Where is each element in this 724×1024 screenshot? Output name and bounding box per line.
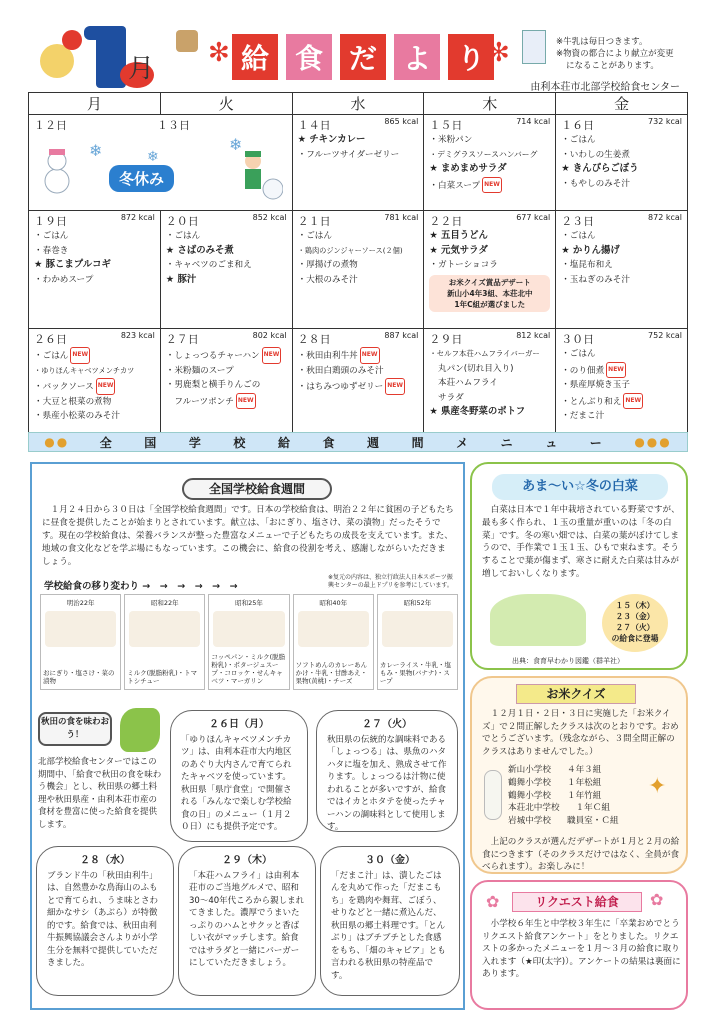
school-name: 岩城中学校 — [508, 816, 551, 827]
note-title: ２６日（月） — [209, 719, 269, 730]
hakusai-dates-badge — [602, 594, 668, 652]
badge-line: １５（木） — [615, 601, 655, 610]
note-line: お米クイズ賞品デザート — [448, 277, 531, 287]
kcal-label: 887 kcal — [384, 331, 419, 340]
note-26 — [170, 710, 308, 842]
weekday-wed: 水 — [292, 93, 424, 115]
class-name: 職員室・Ｃ組 — [566, 816, 619, 827]
kcal-label: 732 kcal — [648, 117, 682, 126]
month-unit: 月 — [128, 54, 155, 84]
banner-char: ニ — [500, 435, 515, 450]
date-label: ２８日 — [297, 333, 331, 346]
new-badge: NEW — [385, 378, 405, 395]
hakusai-text: 白菜は日本で１年中栽培されている野菜ですが、最も多く作られ、１玉の重量が重いのは「冬の白菜」です。冬の寒い畑では、白菜の葉がぼけてしまうので、手作業で１玉１玉、ひもで束ねます。そうすることで葉が傷まず、寒さに耐えた白菜は甘みが増しておいしくなります。 — [482, 505, 680, 579]
quiz-title: お米クイズ — [516, 684, 636, 704]
school-lunch-week-banner — [28, 432, 688, 452]
page-title — [232, 34, 494, 80]
era-desc: ミルク(脱脂粉乳)・トマトシチュー — [127, 669, 198, 685]
kcal-label: 872 kcal — [120, 213, 155, 222]
menu-item: ・ごはん — [165, 231, 201, 241]
tray-image — [45, 611, 116, 647]
note-line: ※牛乳は毎日つきます。 — [556, 37, 648, 47]
class-row — [508, 790, 619, 803]
hakusai-panel — [470, 462, 688, 670]
menu-item: ・大豆と根菜の煮物 — [34, 396, 112, 407]
banner-char: 全 — [99, 435, 114, 450]
menu-item: ・もやしのみそ汁 — [561, 178, 630, 189]
snowflake-icon: ❄ — [89, 141, 103, 160]
class-name: １年Ｃ組 — [575, 803, 610, 814]
weekday-header — [29, 93, 688, 115]
tray-image — [213, 611, 284, 647]
note-text: 「だまこ汁」は、潰したごはんを丸めて作った「だまこもち」を鶏肉や舞茸、ごぼう、せりなどと一緒に煮込んだ、秋田県の郷土料理です。「とんぶり」はブチブチとした食感をもち、「畑のキャビア」とも言われる秋田県の特産品です。 — [331, 870, 446, 981]
day-cell — [292, 115, 424, 211]
tray-image — [298, 611, 369, 647]
rice-quiz-panel — [470, 676, 688, 874]
menu-item: ・白菜スープ — [429, 180, 481, 191]
weekday-tue: 火 — [160, 93, 292, 115]
flower-icon: ✻ — [208, 38, 230, 68]
badge-line: の給食に登場 — [611, 634, 659, 643]
new-badge: NEW — [236, 393, 256, 410]
confetti-icon: ✦ — [648, 774, 667, 799]
note-28 — [36, 846, 174, 996]
menu-item: ・しょっつるチャーハン — [165, 350, 260, 361]
class-name: １年竹組 — [566, 790, 602, 801]
menu-item: ・ごはん — [561, 349, 596, 359]
day-cell — [29, 211, 161, 329]
week-row — [29, 329, 688, 439]
note-27 — [316, 710, 458, 832]
menu-item: ★ きんぴらごぼう — [561, 163, 639, 175]
menu-item: ・だまこ汁 — [561, 411, 605, 422]
date-label: ２７日 — [165, 333, 199, 346]
menu-item: ・ごはん — [297, 231, 332, 241]
history-title: 学校給食の移り変わり → → → → → → — [44, 581, 238, 592]
class-row — [508, 815, 619, 828]
header-notes — [556, 36, 674, 72]
winter-break-cell — [29, 115, 293, 211]
date-label: １４日 — [297, 119, 331, 132]
day-cell — [292, 211, 424, 329]
rice-ball-icon: ●● — [44, 435, 70, 449]
date-label: ２２日 — [429, 215, 463, 228]
era-label: 昭和52年 — [403, 599, 432, 607]
flower-icon: ✿ — [650, 890, 664, 909]
note-text: 「本荘ハムフライ」は由利本荘市のご当地グルメで、昭和30〜40年代ころから親しまれてきました。濃厚でうまいたっぷりのハムとサクッと香ばしい衣がマッチします。給食ではサラダと一緒にバーガーにしていただきましょう。 — [189, 870, 305, 968]
menu-item: ・いわしの生姜煮 — [561, 149, 630, 160]
banner-char: メ — [456, 435, 471, 450]
snowman-icon — [43, 149, 71, 195]
era-label: 昭和25年 — [235, 599, 263, 607]
note-text: 「ゆりほんキャベツメンチカツ」は、由利本荘市大内地区のあぐり大内さんで育てられたキャベツを使っています。秋田県「県庁食堂」で開催される「みんなで楽しむ学校給食の日」のメニュー（１月２０日）にも提供予定です。 — [181, 734, 292, 832]
menu-item: ・デミグラスソースハンバーグ — [429, 149, 538, 159]
menu-item: ・とんぶり和え — [561, 396, 622, 407]
banner-char: ュ — [545, 435, 560, 450]
menu-item: ・秋田白鶏頭のみそ汁 — [297, 365, 384, 376]
date-label: １９日 — [34, 215, 67, 228]
era-card — [40, 594, 121, 690]
history-row — [40, 594, 458, 690]
era-card — [293, 594, 374, 690]
date-label: ２６日 — [34, 333, 67, 346]
menu-item: ・はちみつゆずゼリー — [297, 381, 384, 392]
menu-item: ・秋田由利牛丼 — [297, 350, 358, 361]
kcal-label: 677 kcal — [516, 213, 551, 222]
tray-image — [382, 611, 453, 647]
menu-item: ・米粉麺のスープ — [165, 365, 234, 376]
new-badge: NEW — [360, 347, 380, 364]
date-label: ２０日 — [165, 215, 199, 228]
new-badge: NEW — [482, 177, 502, 194]
menu-item: ★ 県産冬野菜のポトフ — [429, 406, 526, 418]
note-30 — [320, 846, 460, 996]
panel-title: 全国学校給食週間 — [182, 478, 332, 500]
menu-item: フルーツポンチ — [165, 396, 234, 407]
new-badge: NEW — [623, 393, 643, 410]
date-label: １２日 — [34, 119, 67, 132]
date-label: １５日 — [429, 119, 463, 132]
menu-item: ★ まめまめサラダ — [429, 163, 507, 175]
era-label: 昭和22年 — [150, 599, 179, 607]
menu-item: ・鶏肉のジンジャーソース(２個) — [297, 245, 403, 255]
menu-item: ・ゆりほんキャベツメンチカツ — [34, 365, 135, 375]
menu-item: ・のり佃煮 — [561, 365, 605, 376]
winning-classes — [508, 764, 619, 828]
menu-item: ★ 豚こまプルコギ — [34, 259, 111, 271]
kcal-label: 714 kcal — [516, 117, 551, 126]
week-row — [29, 115, 688, 211]
title-char: 食 — [286, 34, 332, 80]
era-desc: おにぎり・塩さけ・菜の漬物 — [43, 669, 115, 685]
weekday-thu: 木 — [424, 93, 556, 115]
menu-item: ・ガトーショコラ — [429, 260, 498, 271]
menu-item: ・男鹿梨と横手りんごの — [165, 380, 261, 391]
week-row — [29, 211, 688, 329]
menu-item: ・塩昆布和え — [561, 260, 613, 271]
date-label: ２３日 — [561, 215, 595, 228]
title-char: だ — [340, 34, 386, 80]
quiz-text-2: 上記のクラスが選んだデザートが１月と２月の給食につきます（そのクラスだけではなく、全員が食べられます）。お楽しみに！ — [482, 837, 680, 873]
class-row — [508, 777, 619, 790]
center-name: 由利本荘市北部学校給食センター — [530, 82, 680, 93]
school-name: 鶴舞小学校 — [508, 790, 551, 801]
hakusai-title: あま〜い☆冬の白菜 — [492, 474, 668, 500]
menu-item: サラダ — [429, 392, 464, 403]
banner-char: 週 — [367, 435, 382, 450]
menu-item: ・バックソース — [34, 381, 94, 392]
school-name: 新山小学校 — [508, 765, 551, 775]
kcal-label: 823 kcal — [120, 331, 155, 340]
day-cell — [292, 329, 424, 439]
menu-item: ・わかめスープ — [34, 274, 94, 285]
menu-item: ・春巻き — [34, 245, 69, 256]
title-char: よ — [394, 34, 440, 80]
flower-icon: ✻ — [488, 38, 510, 68]
class-row — [508, 802, 619, 815]
kcal-label: 852 kcal — [252, 213, 287, 222]
menu-item: ・厚揚げの煮物 — [297, 260, 358, 271]
new-badge: NEW — [606, 362, 626, 379]
date-label: ２９日 — [429, 333, 463, 346]
title-char: り — [448, 34, 494, 80]
request-panel — [470, 880, 688, 1010]
day-cell — [424, 115, 556, 211]
menu-item: ★ チキンカレー — [297, 134, 366, 145]
kcal-label: 865 kcal — [384, 117, 419, 126]
lunch-week-panel — [30, 462, 465, 1010]
snowflake-icon: ❄ — [229, 135, 243, 154]
quiz-dessert-note — [429, 275, 550, 312]
menu-item: ★ 豚汁 — [165, 273, 197, 285]
quiz-text: １２月１日・２日・３日に実施した「お米クイズ」で２問正解したクラスは次のとおりです。おめでとうございます。（残念ながら、３問全問正解のクラスはありませんでした。） — [482, 709, 679, 757]
day-cell — [160, 211, 292, 329]
request-title: リクエスト給食 — [512, 892, 642, 912]
history-note: ※复元の内容は、独立行政法人日本スポーツ振興センターの最上ドプリを参考にしています。 — [328, 574, 453, 589]
kcal-label: 812 kcal — [516, 331, 551, 340]
weekday-mon: 月 — [29, 93, 161, 115]
badge-line: ２３（金） — [615, 612, 655, 621]
milk-carton-icon — [522, 30, 546, 64]
era-desc: ソフトめんのカレーあんかけ・牛乳・甘酢あえ・果物(黄桃)・チーズ — [295, 661, 368, 685]
kcal-label: 802 kcal — [252, 331, 287, 340]
menu-item: ・玉ねぎのみそ汁 — [561, 274, 630, 285]
date-label: ３０日 — [561, 333, 595, 346]
era-desc: コッペパン・ミルク(脱脂粉乳)・ポタージュスープ・コロッケ・せんキャベツ・マーガリン — [211, 653, 286, 685]
era-label: 昭和40年 — [319, 599, 348, 607]
class-name: ４年３組 — [566, 765, 602, 775]
menu-item: ・ごはん — [34, 350, 69, 361]
era-card — [208, 594, 289, 690]
menu-item: ・ごはん — [561, 135, 596, 145]
note-line: 新山小4年3組、本荘北中 — [447, 288, 533, 298]
cabbage-icon — [490, 594, 586, 646]
day-cell — [556, 329, 688, 439]
note-title: ２７（火） — [362, 719, 412, 730]
header — [0, 0, 724, 92]
menu-item: ・キャベツのごま和え — [165, 260, 252, 271]
note-line: 1年C組が選びました — [454, 299, 526, 309]
note-title: ３０（金） — [365, 855, 415, 866]
day-cell — [29, 329, 161, 439]
note-line: になることがあります。 — [566, 61, 659, 71]
intro-text: １月２４日から３０日は「全国学校給食週間」です。日本の学校給食は、明治２２年に貧困の子どもたちに昼食を提供したことが始まりとされています。献立は、「おにぎり、塩さけ、菜の漬物」だったそうです。現在の学校給食は、栄養バランスが整った豊富なメニューで子どもたちの成長を支えています。また、地域の食文化などを学ぶ場にもなっています。この機会に、給食の役割を考え、感謝しながらいただきましょう。 — [42, 505, 454, 567]
class-name: １年松組 — [566, 777, 602, 788]
kcal-label: 752 kcal — [648, 331, 682, 340]
class-row — [508, 764, 619, 777]
new-badge: NEW — [70, 347, 90, 364]
rice-ball-icon: ●●● — [634, 435, 672, 449]
child-snow-icon — [239, 151, 283, 201]
banner-char: 間 — [411, 435, 426, 450]
note-line: ※物資の都合により献立が変更 — [556, 49, 674, 59]
flower-icon: ✿ — [486, 892, 500, 911]
note-text: 秋田県の伝統的な調味料である「しょっつる」は、県魚のハタハタに塩を加え、熟成させて作ります。しょっつるは汁物に使われることが多いですが、給食ではイカとホタテを使ったチャーハンの調味料として使用します。 — [327, 734, 447, 832]
banner-char: 給 — [277, 435, 292, 450]
note-text: ブランド牛の「秋田由利牛」は、自然豊かな鳥海山のふもとで育てられ、うま味とさわ細かなサシ（あぶら）が特徴的です。給食では、秋田由利牛振興協議会さんよりが小学生分を無料で提供していただきました。 — [47, 870, 159, 968]
menu-item: ・ごはん — [561, 231, 596, 241]
date-label: １６日 — [561, 119, 595, 132]
banner-char: ー — [589, 435, 604, 450]
menu-item: 丸パン(切れ目入り) — [429, 363, 514, 374]
banner-char: 学 — [188, 435, 203, 450]
tray-image — [129, 611, 200, 647]
akita-map-icon — [120, 708, 160, 752]
era-card — [124, 594, 205, 690]
winter-break-label: 冬休み — [109, 165, 174, 192]
era-desc: カレーライス・牛乳・塩もみ・果物(バナナ)・スープ — [379, 661, 452, 685]
menu-item: ★ かりん揚げ — [561, 244, 620, 256]
menu-item: ★ さばのみそ煮 — [165, 244, 234, 256]
kcal-label: 781 kcal — [384, 213, 419, 222]
menu-calendar — [28, 92, 688, 439]
rice-bag-icon — [484, 770, 502, 820]
day-cell — [424, 211, 556, 329]
era-card — [377, 594, 458, 690]
note-title: ２８（水） — [80, 855, 130, 866]
school-name: 鶴舞小学校 — [508, 777, 551, 788]
weekday-fri: 金 — [556, 93, 688, 115]
menu-item: ・フルーツサイダーゼリー — [297, 149, 400, 160]
note-title: ２９（木） — [222, 855, 272, 866]
new-badge: NEW — [96, 378, 116, 395]
title-char: 給 — [232, 34, 278, 80]
ornament-icon — [62, 30, 82, 50]
akita-text: 北部学校給食センターではこの期間中、「給食で秋田の食を味わう機会」とし、秋田県の郷土料理や秋田県産・由利本荘市産の食材を豊富に使った給食を提供します。 — [38, 757, 162, 830]
kcal-label: 872 kcal — [648, 213, 682, 222]
day-cell — [424, 329, 556, 439]
date-label: ２１日 — [297, 215, 331, 228]
banner-char: 食 — [322, 435, 337, 450]
request-text: 小学校６年生と中学校３年生に「卒業おめでとうリクエスト給食アンケート」をとりました。リクエストの多かったメニューを１月〜３月の給食に取り入れます（★印(太字)）。アンケートの結果は裏面にあります。 — [482, 919, 681, 980]
source-credit: 出典：食育早わかり図鑑（群羊社） — [512, 657, 624, 665]
akita-title: 秋田の食を味わおう！ — [38, 712, 112, 746]
snowflake-icon: ❄ — [147, 149, 159, 165]
school-name: 本荘北中学校 — [508, 803, 560, 814]
note-29 — [178, 846, 316, 996]
date-label: １３日 — [157, 119, 190, 132]
menu-item: ・米粉パン — [429, 135, 473, 145]
menu-item: ・ごはん — [34, 231, 69, 241]
banner-char: 校 — [233, 435, 248, 450]
menu-item: ★ 五目うどん — [429, 230, 488, 241]
menu-item: ・県産厚焼き玉子 — [561, 380, 630, 391]
era-label: 明治22年 — [66, 599, 95, 607]
menu-item: 本荘ハムフライ — [429, 378, 498, 389]
day-cell — [160, 329, 292, 439]
menu-item: ・セルフ本荘ハムフライバーガー — [429, 349, 540, 358]
menu-item: ・県産小松菜のみそ汁 — [34, 411, 120, 422]
menu-item: ・大根のみそ汁 — [297, 274, 358, 285]
menu-item: ★ 元気サラダ — [429, 244, 488, 256]
banner-char: 国 — [144, 435, 159, 450]
new-badge: NEW — [262, 347, 282, 364]
badge-line: ２７（火） — [615, 623, 655, 632]
day-cell — [556, 115, 688, 211]
day-cell — [556, 211, 688, 329]
kite-icon — [176, 30, 198, 52]
